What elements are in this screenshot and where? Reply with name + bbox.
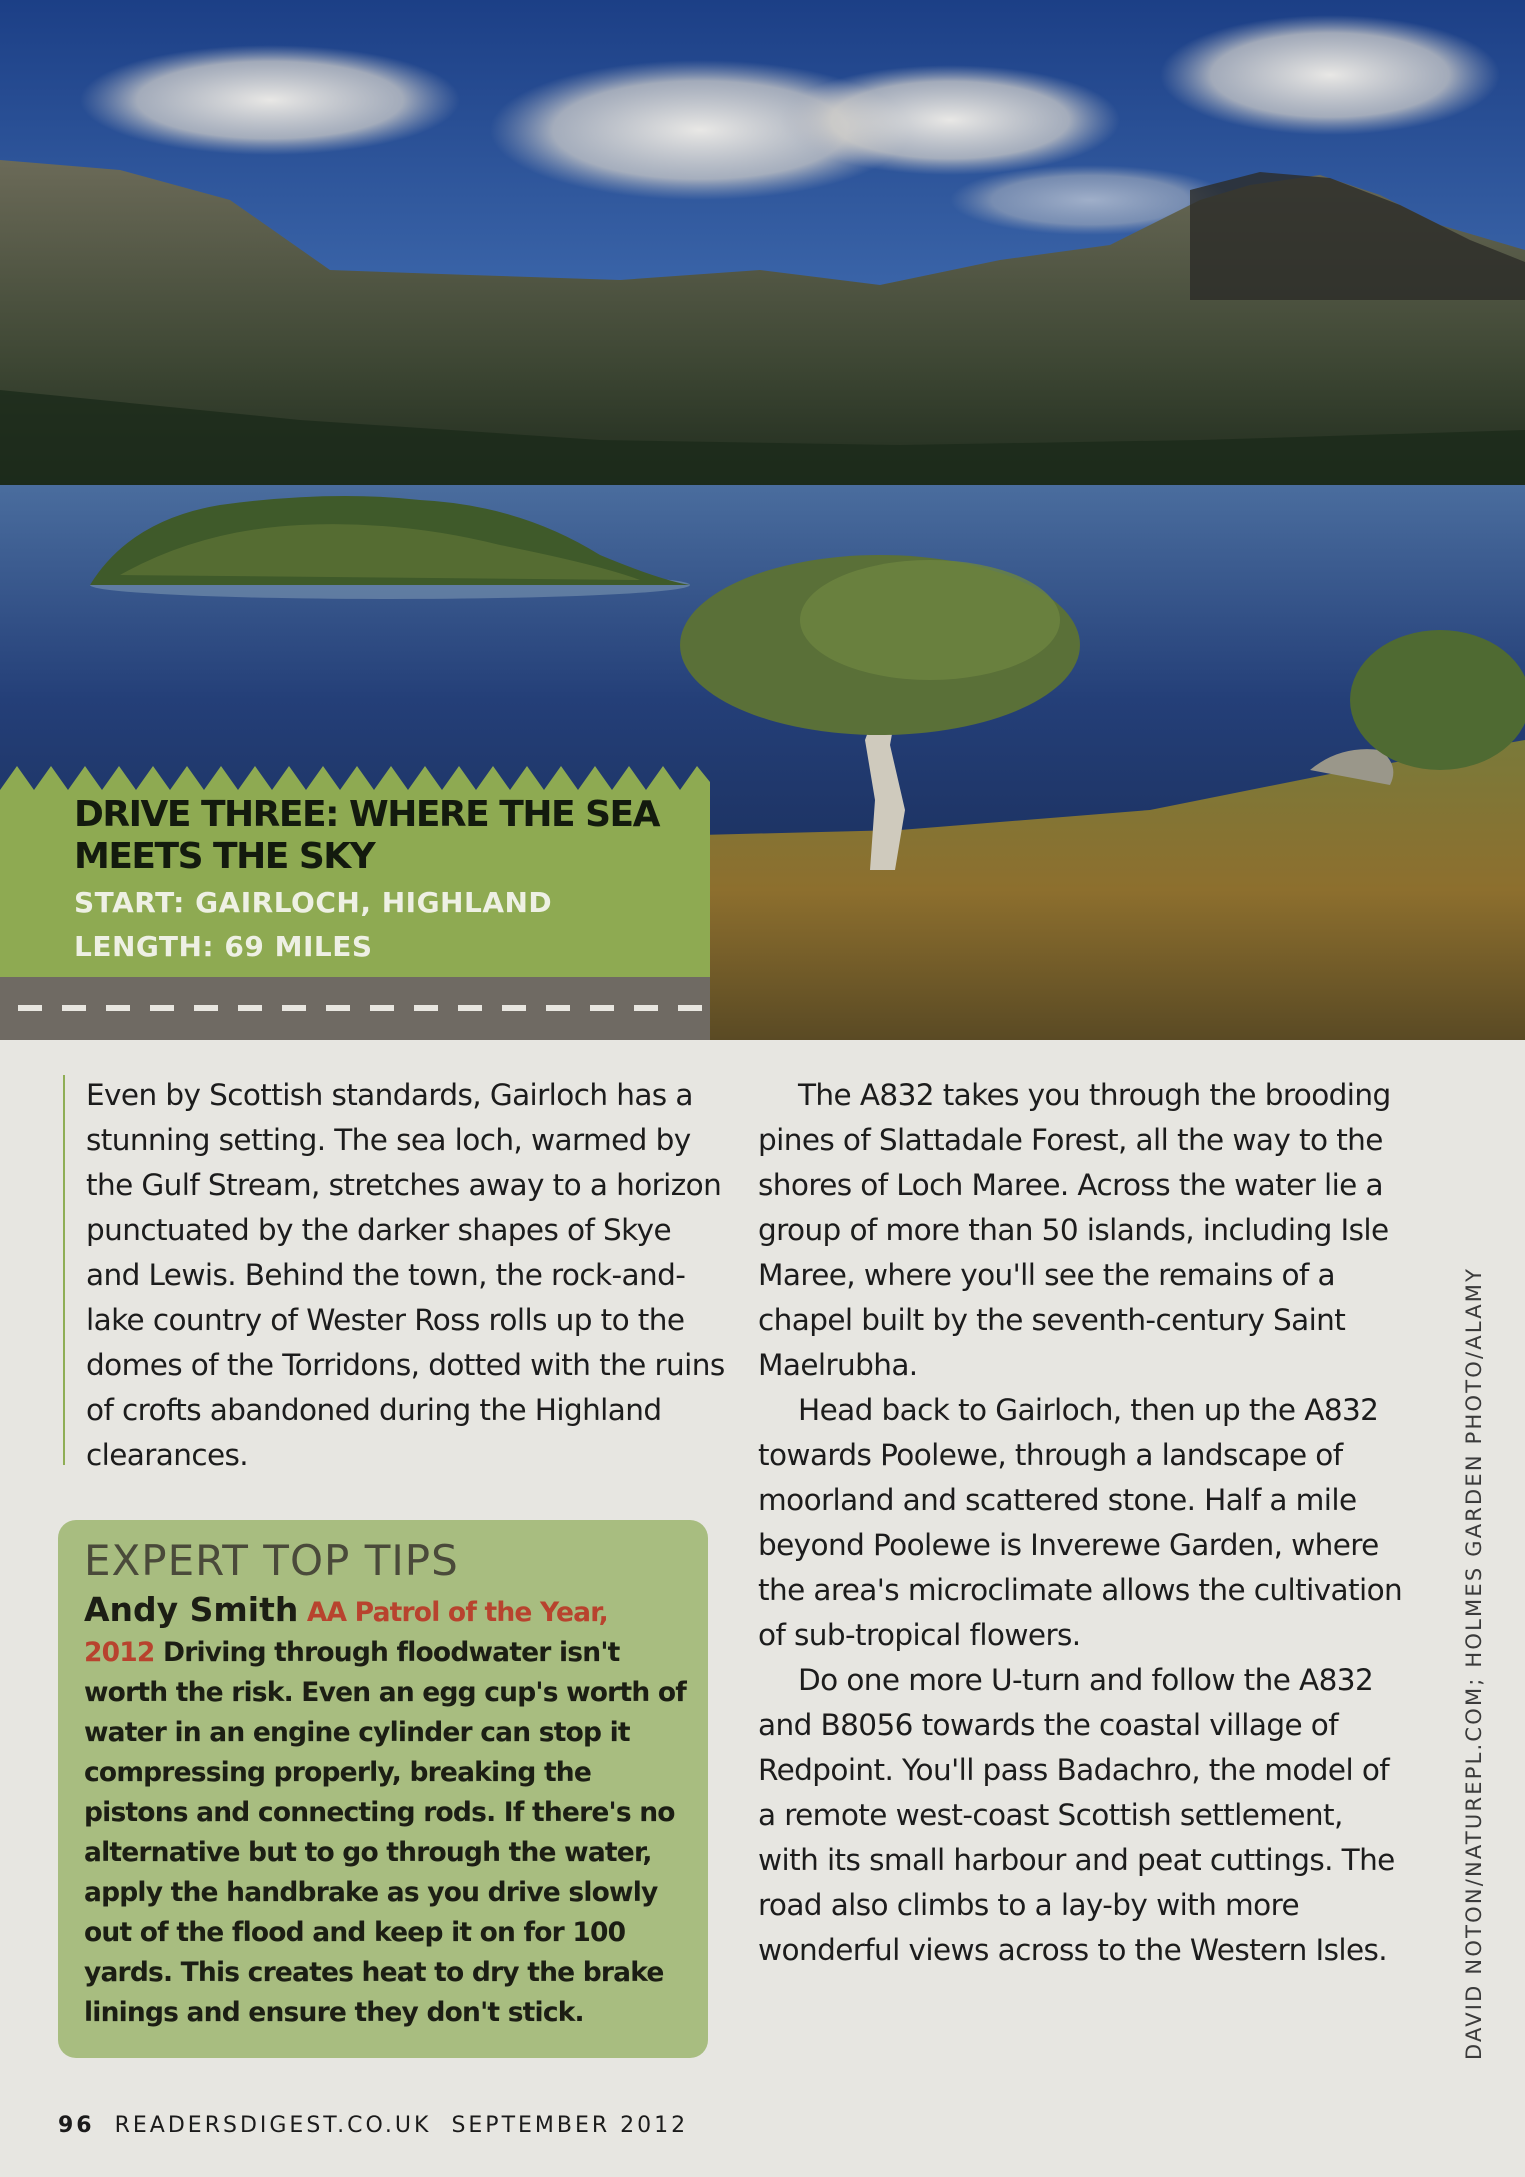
article-right-column xyxy=(758,1073,1408,1973)
article-paragraph: The A832 takes you through the brooding pines of Slattadale Forest, all the way to the shores of Loch Maree. Across the water lie a group of more than 50 islands, including Isle Maree, where you'll see the remains of a chapel built by the seventh-century Saint Maelrubha. xyxy=(758,1078,1391,1382)
expert-tips-box xyxy=(58,1520,708,2058)
drive-start: START: GAIRLOCH, HIGHLAND xyxy=(74,886,553,919)
article-paragraph: Do one more U-turn and follow the A832 and B8056 towards the coastal village of Redpoint. You'll pass Badachro, the model of a remote west-coast Scottish settlement, with its small harbour and peat cuttings. The road also climbs to a lay-by with more wonderful views across to the Western Isles. xyxy=(758,1663,1395,1967)
footer-site: READERSDIGEST.CO.UK xyxy=(114,2113,432,2138)
tips-expert-role: AA Patrol of the Year, 2012 xyxy=(84,1597,608,1668)
drive-title: DRIVE THREE: WHERE THE SEA MEETS THE SKY xyxy=(74,794,659,877)
tips-text: Driving through floodwater isn't worth the risk. Even an egg cup's worth of water in an engine cylinder can stop it compressing properly, breaking the pistons and connecting rods. If there's no alternative but to go through the water, apply the handbrake as you drive slowly out of the flood and keep it on for 100 yards. This creates heat to dry the brake linings and ensure they don't stick. xyxy=(84,1637,686,2028)
page-number: 96 xyxy=(58,2113,95,2138)
tips-body xyxy=(84,1590,686,2033)
drive-length: LENGTH: 69 MILES xyxy=(74,930,373,963)
column-rule xyxy=(63,1075,65,1465)
footer-issue: SEPTEMBER 2012 xyxy=(451,2113,689,2138)
article-left-column xyxy=(86,1073,726,1478)
tips-expert-name: Andy Smith xyxy=(84,1590,299,1629)
photo-credit: DAVID NOTON/NATUREPL.COM; HOLMES GARDEN PHOTO/ALAMY xyxy=(1462,1266,1486,2060)
article-paragraph: Even by Scottish standards, Gairloch has a stunning setting. The sea loch, warmed by the Gulf Stream, stretches away to a horizon punctuated by the darker shapes of Skye and Lewis. Behind the town, the rock-and-lake country of Wester Ross rolls up to the domes of the Torridons, dotted with the ruins of crofts abandoned during the Highland clearances. xyxy=(86,1078,725,1472)
tips-title: EXPERT TOP TIPS xyxy=(84,1536,459,1585)
article-paragraph: Head back to Gairloch, then up the A832 towards Poolewe, through a landscape of moorland and scattered stone. Half a mile beyond Poolewe is Inverewe Garden, where the area's microclimate allows the cultivation of sub-tropical flowers. xyxy=(758,1393,1403,1652)
page-footer xyxy=(58,2113,688,2138)
